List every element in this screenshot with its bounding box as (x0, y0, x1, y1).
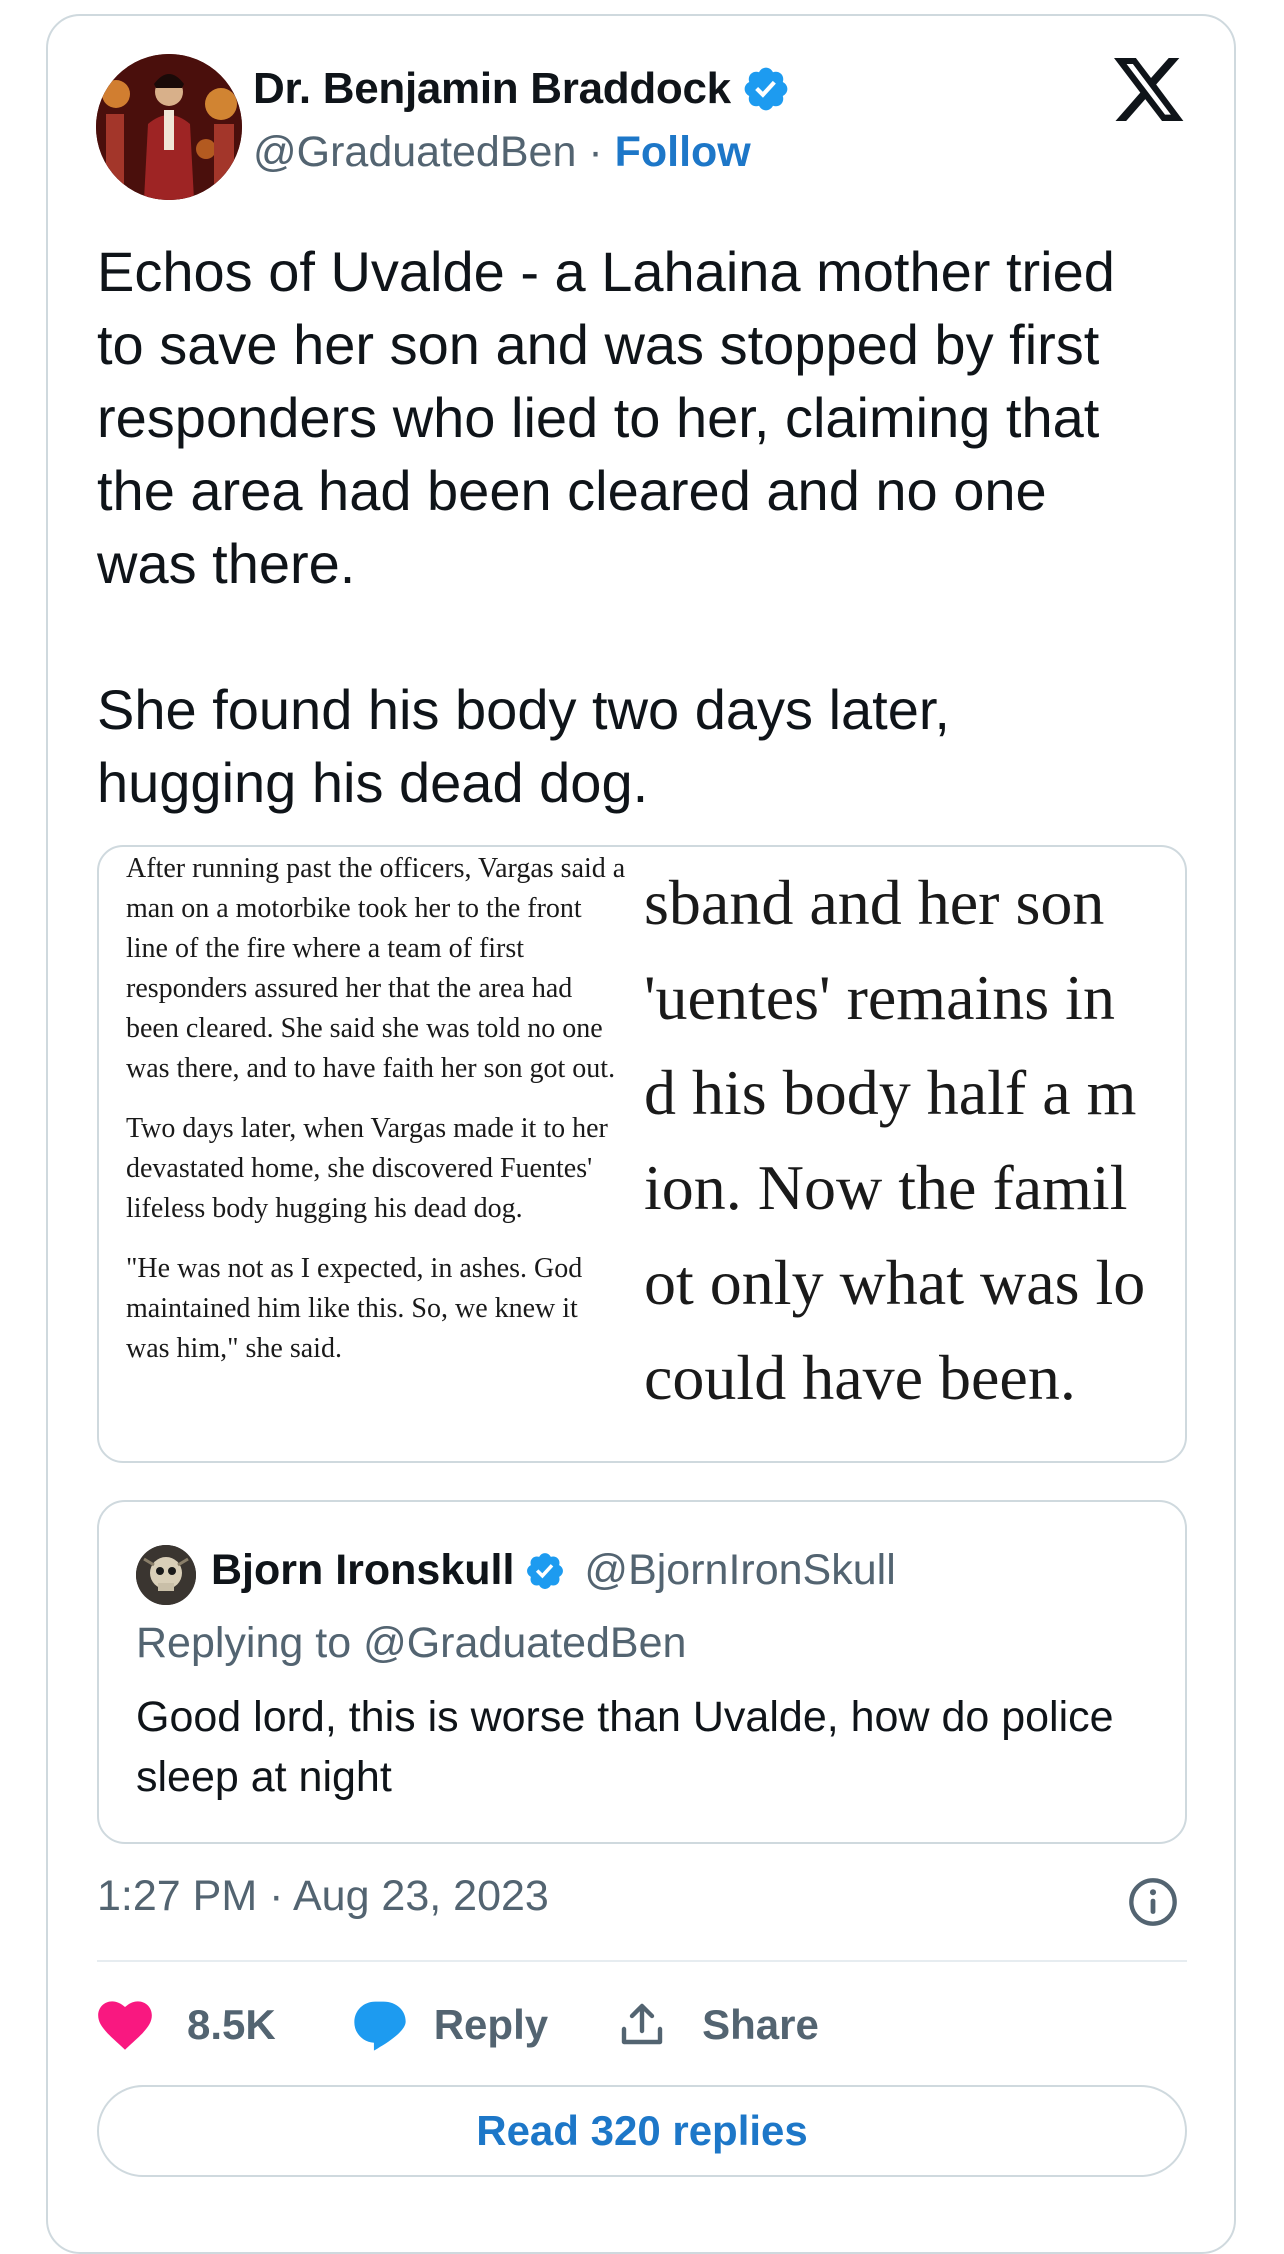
handle-separator: · (588, 128, 603, 176)
article-large-line: ion. Now the famil (644, 1152, 1128, 1223)
verified-badge-icon (524, 1550, 566, 1592)
quote-name-row (211, 1546, 896, 1595)
action-bar (97, 1990, 819, 2060)
verified-badge-icon (741, 64, 791, 114)
info-icon[interactable] (1127, 1876, 1179, 1928)
read-replies-button[interactable]: Read 320 replies (97, 2085, 1187, 2177)
article-large-line: sband and her son (644, 867, 1105, 938)
quote-avatar[interactable] (136, 1545, 196, 1605)
tweet-paragraph: She found his body two days later, hugging his dead dog. (97, 678, 950, 814)
article-large-line: 'uentes' remains in (644, 962, 1115, 1033)
quote-author-handle[interactable]: @BjornIronSkull (584, 1546, 896, 1594)
divider (97, 1960, 1187, 1962)
quote-replying-to: Replying to @GraduatedBen (136, 1619, 687, 1667)
share-label: Share (702, 2001, 819, 2048)
article-paragraph: Two days later, when Vargas made it to her devastated home, she discovered Fuentes' lifeless body hugging his dead dog. (126, 1113, 608, 1224)
tweet-paragraph: Echos of Uvalde - a Lahaina mother tried to save her son and was stopped by first responders who lied to her, claiming that the area had been cleared and no one was there. (97, 240, 1115, 595)
like-button[interactable] (97, 1999, 276, 2051)
like-count: 8.5K (187, 2001, 276, 2048)
article-small-column (126, 849, 626, 1389)
article-large-line: could have been. (644, 1342, 1076, 1413)
quote-text: Good lord, this is worse than Uvalde, how do police sleep at night (136, 1693, 1114, 1801)
author-handle-row (253, 128, 751, 177)
reply-button[interactable] (352, 1999, 548, 2051)
author-handle[interactable]: @GraduatedBen (253, 128, 577, 176)
follow-button[interactable]: Follow (614, 128, 751, 176)
reply-bubble-icon (352, 1999, 408, 2051)
quoted-tweet[interactable] (97, 1500, 1187, 1844)
author-avatar[interactable] (96, 54, 242, 200)
author-name-row (253, 64, 791, 114)
heart-icon (97, 1999, 153, 2051)
share-icon (618, 1999, 666, 2051)
article-paragraph: "He was not as I expected, in ashes. God maintained him like this. So, we knew it was him," she said. (126, 1253, 583, 1364)
article-large-line: d his body half a m (644, 1057, 1137, 1128)
article-large-column (644, 855, 1187, 1425)
x-logo-icon[interactable] (1114, 58, 1186, 124)
author-name[interactable]: Dr. Benjamin Braddock (253, 64, 731, 113)
tweet-media-image[interactable] (97, 845, 1187, 1463)
quote-author-name[interactable]: Bjorn Ironskull (211, 1546, 515, 1594)
article-large-line: ot only what was lo (644, 1247, 1146, 1318)
article-paragraph: After running past the officers, Vargas said a man on a motorbike took her to the front line of the fire where a team of first responders assured her that the area had been cleared. She said she was told no one was there, and to have faith her son got out. (126, 853, 626, 1084)
reply-label: Reply (433, 2001, 549, 2048)
share-button[interactable] (618, 1999, 819, 2051)
tweet-timestamp[interactable]: 1:27 PM · Aug 23, 2023 (97, 1872, 549, 1920)
tweet-text (97, 235, 1207, 819)
